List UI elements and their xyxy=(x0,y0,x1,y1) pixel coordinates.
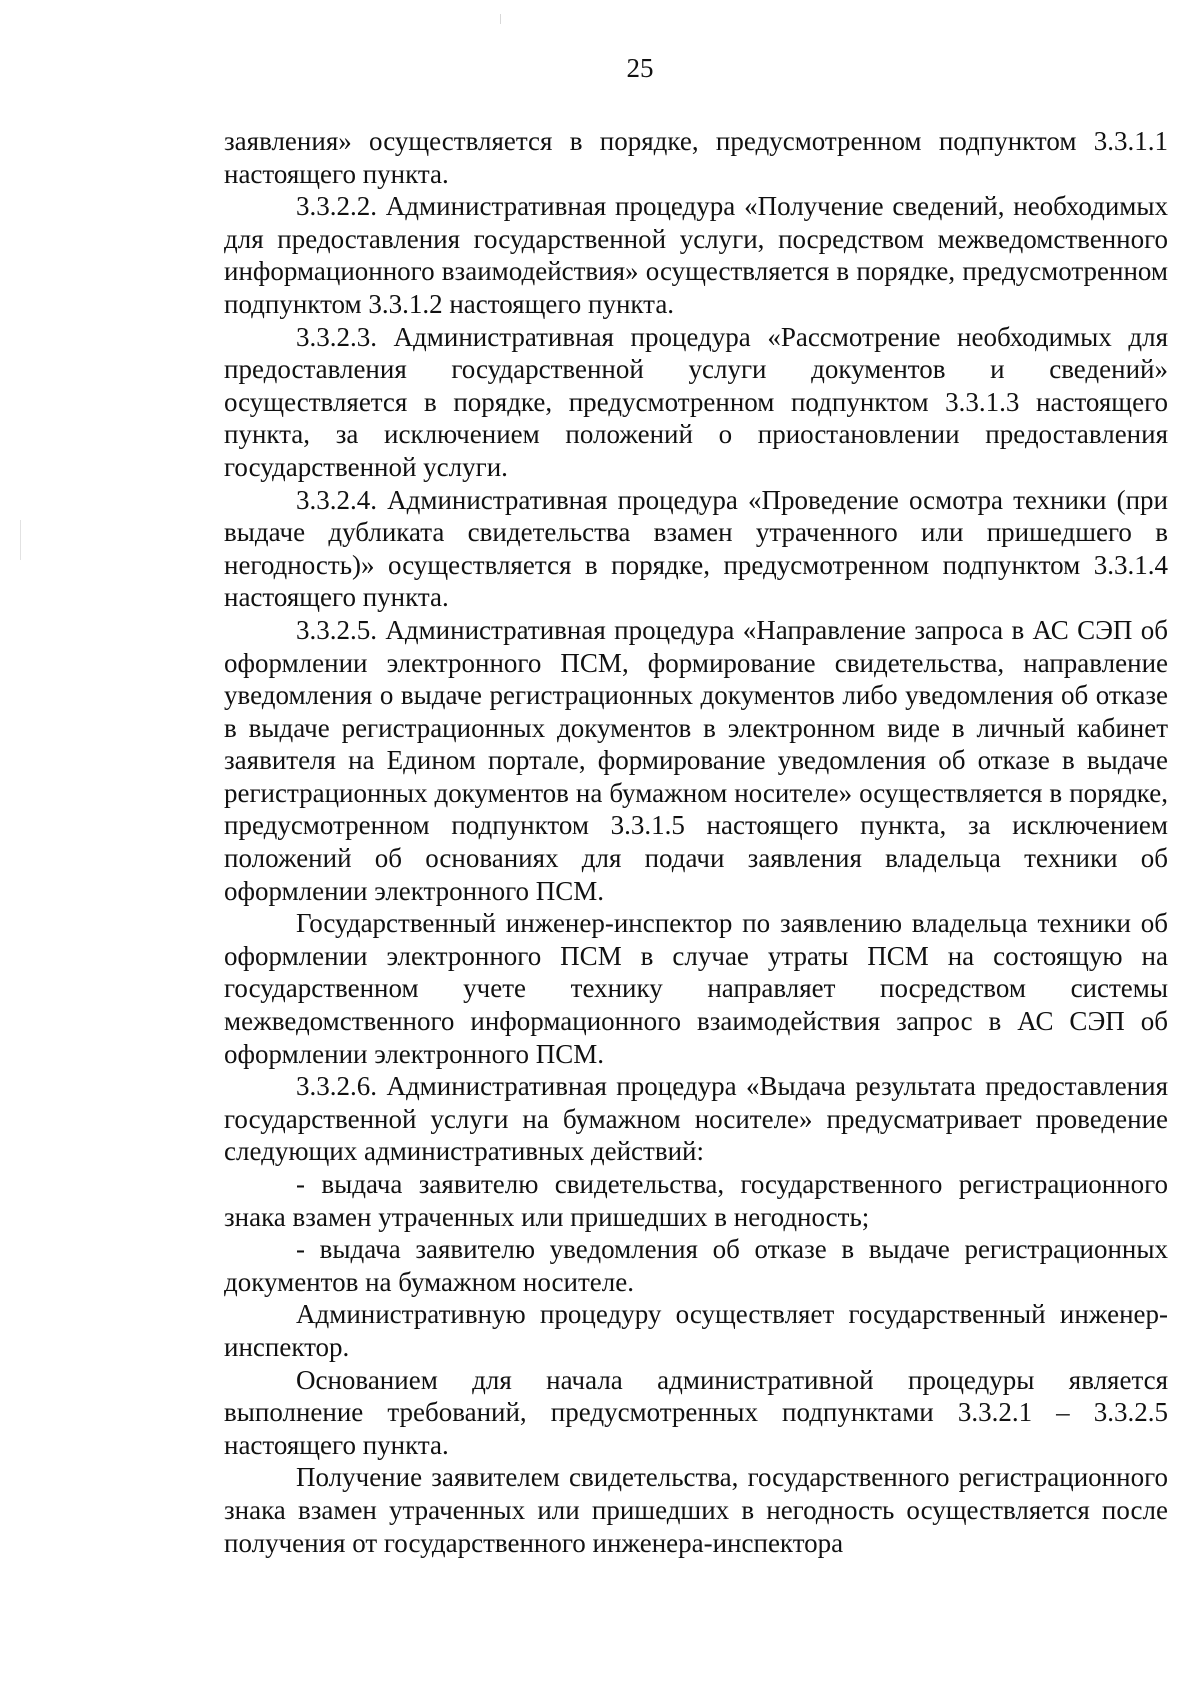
list-item: - выдача заявителю свидетельства, государственного регистрационного знака взамен утраченных или пришедших в негодность; xyxy=(224,1169,1168,1232)
paragraph: Административную процедуру осуществляет государственный инженер-инспектор. xyxy=(224,1299,1168,1362)
paragraph: Получение заявителем свидетельства, государственного регистрационного знака взамен утраченных или пришедших в негодность осуществляется после получения от государственного инженера-инспектора xyxy=(224,1462,1168,1558)
document-body xyxy=(224,125,1168,1559)
paragraph: 3.3.2.5. Административная процедура «Направление запроса в АС СЭП об оформлении электронного ПСМ, формирование свидетельства, направление уведомления о выдаче регистрационных документов либо уведомления об отказе в выдаче регистрационных документов в электронном виде в личный кабинет заявителя на Едином портале, формирование уведомления об отказе в выдаче регистрационных документов на бумажном носителе» осуществляется в порядке, предусмотренном подпунктом 3.3.1.5 настоящего пункта, за исключением положений об основаниях для подачи заявления владельца техники об оформлении электронного ПСМ. xyxy=(224,614,1168,906)
paragraph: 3.3.2.6. Административная процедура «Выдача результата предоставления государственной услуги на бумажном носителе» предусматривает проведение следующих административных действий: xyxy=(224,1071,1168,1167)
paragraph: 3.3.2.2. Административная процедура «Получение сведений, необходимых для предоставления государственной услуги, посредством межведомственного информационного взаимодействия» осуществляется в порядке, предусмотренном подпунктом 3.3.1.2 настоящего пункта. xyxy=(224,191,1168,319)
scan-artifact xyxy=(500,14,501,24)
page-number: 25 xyxy=(626,53,654,83)
paragraph: заявления» осуществляется в порядке, предусмотренном подпунктом 3.3.1.1 настоящего пункта. xyxy=(224,126,1168,189)
paragraph: 3.3.2.4. Административная процедура «Проведение осмотра техники (при выдаче дубликата свидетельства взамен утраченного или пришедшего в негодность)» осуществляется в порядке, предусмотренном подпунктом 3.3.1.4 настоящего пункта. xyxy=(224,484,1168,613)
scan-artifact xyxy=(20,520,21,560)
paragraph: Государственный инженер-инспектор по заявлению владельца техники об оформлении электронного ПСМ в случае утраты ПСМ на состоящую на государственном учете технику направляет посредством системы межведомственного информационного взаимодействия запрос в АС СЭП об оформлении электронного ПСМ. xyxy=(224,908,1168,1069)
list-item: - выдача заявителю уведомления об отказе в выдаче регистрационных документов на бумажном носителе. xyxy=(224,1234,1168,1297)
paragraph: Основанием для начала административной процедуры является выполнение требований, предусмотренных подпунктами 3.3.2.1 – 3.3.2.5 настоящего пункта. xyxy=(224,1364,1168,1460)
paragraph: 3.3.2.3. Административная процедура «Рассмотрение необходимых для предоставления государственной услуги документов и сведений» осуществляется в порядке, предусмотренном подпунктом 3.3.1.3 настоящего пункта, за исключением положений о приостановлении предоставления государственной услуги. xyxy=(224,321,1168,482)
